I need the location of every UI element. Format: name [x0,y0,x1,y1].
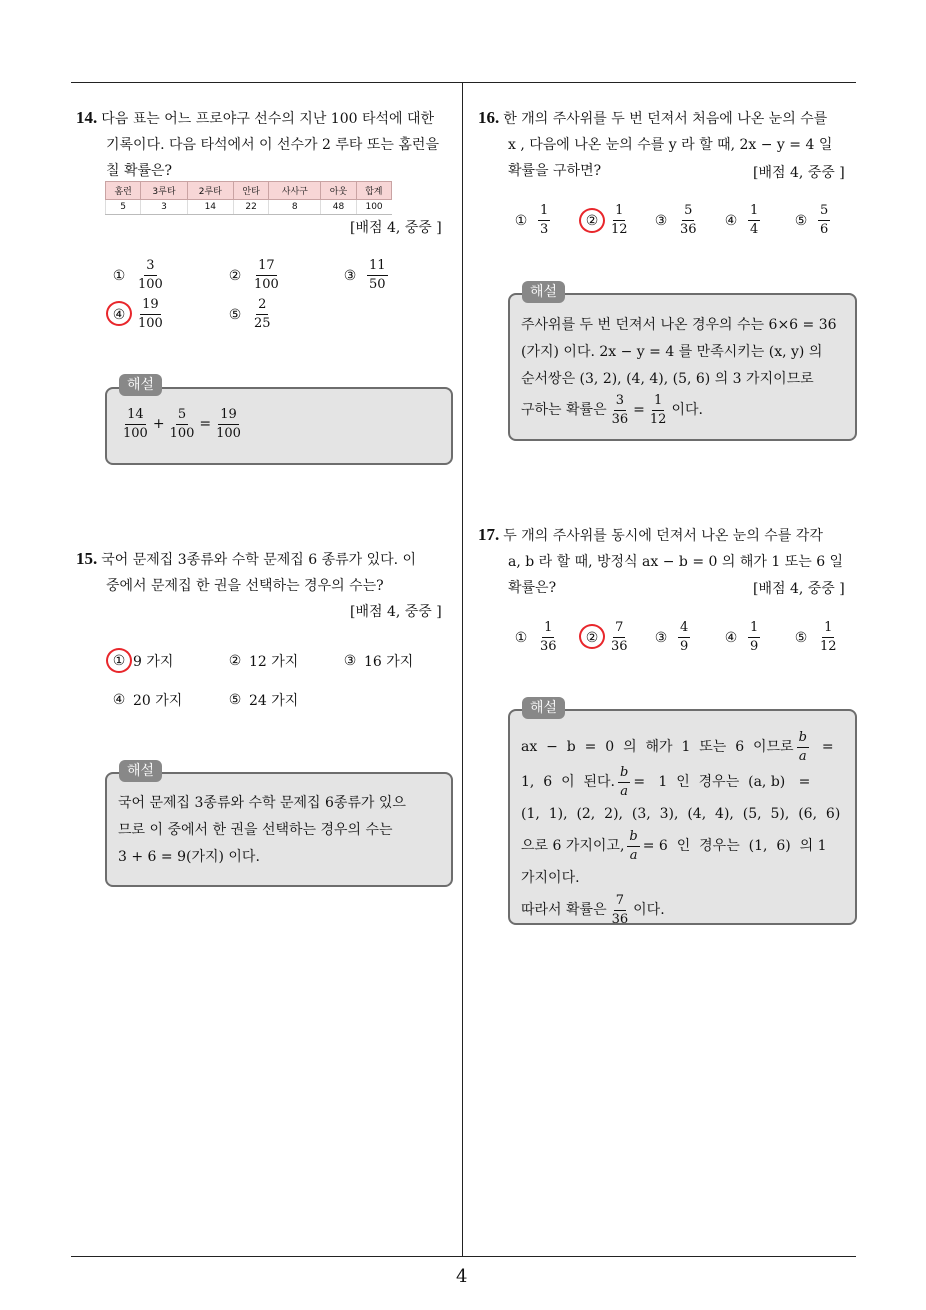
question-text: 다음 표는 어느 프로야구 선수의 지난 100 타석에 대한 [101,111,435,127]
fraction [797,730,809,765]
denominator: 12 [820,639,837,654]
denominator: a [629,848,638,863]
numerator: 14 [125,407,146,425]
explanation-line [521,730,846,765]
question-14 [76,105,456,184]
denominator: 100 [138,316,163,331]
numerator: 7 [613,620,625,638]
answer-mark-circle [106,301,132,326]
question-17-line1 [478,522,858,549]
explanation-line [521,765,846,800]
numerator: 17 [256,258,277,276]
explanation-tag: 해설 [119,374,162,396]
explanation-tag: 해설 [119,760,162,782]
denominator: a [620,784,629,799]
choice-label: 20 가지 [133,693,183,709]
numerator: 1 [748,620,760,638]
explanation-line: 므로 이 중에서 한 권을 선택하는 경우의 수는 [118,822,393,838]
question-15 [76,546,456,599]
table-header: 2루타 [187,182,233,200]
choice-mark: ③ [343,267,357,284]
choice-label: 24 가지 [249,693,299,709]
explanation-text-part: 이다. [671,402,703,418]
fraction [121,407,150,442]
fraction [678,203,699,238]
choice-mark: ① [514,629,528,646]
choice-mark: ① [514,212,528,229]
choice-5[interactable] [792,620,842,655]
choice-4[interactable] [722,203,763,238]
fraction [748,203,760,238]
denominator: 6 [820,222,829,237]
choice-mark: ④ [724,629,738,646]
numerator: 1 [822,620,834,638]
denominator: 36 [611,412,629,427]
explanation-text [118,790,443,871]
numerator: 11 [367,258,388,276]
choice-mark: ③ [654,212,668,229]
numerator: 1 [748,203,760,221]
choice-mark: ⑤ [228,306,242,323]
question-16-line3: 확률을 구하면? [508,163,602,179]
choice-3[interactable] [652,203,702,238]
question-17-line2: a, b 라 할 때, 방정식 ax − b = 0 의 해가 1 또는 6 일 [508,554,844,570]
numerator: 5 [818,203,830,221]
denominator: 36 [680,222,697,237]
numerator: 2 [256,297,268,315]
question-number: 17. [478,525,500,544]
explanation-text-part: 이다. [633,902,665,918]
choice-label: 12 가지 [249,654,299,670]
denominator: 9 [680,639,689,654]
record-table [105,181,392,215]
explanation-text-part: = 1 인 경우는 (a, b) = [633,774,811,790]
fraction [748,620,760,655]
denominator: 4 [750,222,759,237]
question-number: 14. [76,108,98,127]
choice-mark: ① [112,267,126,284]
explanation-line: (가지) 이다. 2x − y = 4 를 만족시키는 (x, y) 의 [521,344,823,360]
choice-4[interactable] [110,690,182,710]
fraction [678,620,690,655]
question-16-line2: x , 다음에 나온 눈의 수를 y 라 할 때, 2x − y = 4 일 [508,137,833,153]
question-number: 15. [76,549,98,568]
question-15-line1 [76,546,456,573]
numerator: b [618,765,630,783]
question-text: 국어 문제집 3종류와 수학 문제집 6 종류가 있다. 이 [101,552,417,568]
score-info: [배점 4, 중중 ] [753,581,845,597]
explanation-line: 순서쌍은 (3, 2), (4, 4), (5, 6) 의 3 가지이므로 [521,371,814,387]
plus-sign: + [152,416,165,432]
table-cell: 48 [321,200,356,215]
choice-2[interactable] [226,651,298,671]
bottom-rule [71,1256,856,1257]
choice-1[interactable] [512,203,553,238]
question-15-line2: 중에서 문제집 한 권을 선택하는 경우의 수는? [106,578,384,594]
top-rule [71,82,856,83]
denominator: 100 [138,277,163,292]
choice-4[interactable] [722,620,763,655]
numerator: 5 [176,407,188,425]
choice-1[interactable] [512,620,562,655]
table-cell: 14 [187,200,233,215]
score-info: [배점 4, 중중 ] [350,220,442,236]
explanation-text-part: = 6 인 경우는 (1, 6) 의 1 [642,838,827,854]
score-info: [배점 4, 중중 ] [753,165,845,181]
table-cell: 100 [356,200,391,215]
explanation-text-part: 따라서 확률은 [521,902,607,918]
choice-5[interactable] [792,203,833,238]
choice-mark: ⑤ [794,212,808,229]
numerator: 19 [218,407,239,425]
choice-mark: ② [585,212,599,229]
denominator: 9 [750,639,759,654]
choice-mark: ② [228,267,242,284]
table-cell: 3 [141,200,187,215]
fraction [818,203,830,238]
explanation-tag: 해설 [522,697,565,719]
choice-mark: ⑤ [794,629,808,646]
explanation-text [521,312,846,428]
choice-5[interactable] [226,297,276,332]
fraction [214,407,243,442]
table-header: 사사구 [269,182,321,200]
denominator: 36 [611,639,628,654]
denominator: 25 [254,316,271,331]
choice-3[interactable] [652,620,693,655]
fraction [609,620,630,655]
table-header: 아웃 [321,182,356,200]
explanation-line: 3 + 6 = 9(가지) 이다. [118,849,260,865]
numerator: b [627,829,639,847]
question-14-line2: 기록이다. 다음 타석에서 이 선수가 2 루타 또는 홈런을 [106,137,439,153]
question-14-line3: 칠 확률은? [106,163,173,179]
answer-mark-circle [579,624,605,649]
choice-1[interactable] [110,258,168,293]
denominator: 100 [216,426,241,441]
denominator: 100 [254,277,279,292]
explanation-text-part: 1, 6 이 된다. [521,774,615,790]
table-header: 합계 [356,182,391,200]
equals-sign: = [633,402,645,418]
fraction [818,620,839,655]
column-divider [462,82,463,1257]
denominator: 36 [540,639,557,654]
table-header: 3루타 [141,182,187,200]
fraction [136,297,165,332]
choice-mark: ② [228,653,242,669]
numerator: 1 [613,203,625,221]
question-number: 16. [478,108,500,127]
explanation-line: 가지이다. [521,870,580,886]
denominator: 100 [169,426,195,441]
explanation-line [521,893,846,928]
question-14-line1 [76,105,456,132]
fraction [648,393,669,428]
explanation-text-part: 구하는 확률은 [521,402,607,418]
denominator: 3 [540,222,549,237]
page-number: 4 [456,1266,468,1287]
numerator: 1 [652,393,664,411]
choice-mark: ③ [654,629,668,646]
choice-mark: ⑤ [228,692,242,708]
question-text: 한 개의 주사위를 두 번 던져서 처음에 나온 눈의 수를 [503,111,828,127]
question-17-line3: 확률은? [508,580,557,596]
numerator: 7 [614,893,626,911]
explanation-line [521,393,846,428]
fraction [610,393,631,428]
explanation-line: (1, 1), (2, 2), (3, 3), (4, 4), (5, 5), (6, 6) [521,806,841,822]
equals-sign: = [199,416,212,432]
choice-mark: ② [585,629,599,646]
table-cell: 5 [106,200,141,215]
table-row [106,200,392,215]
fraction [252,258,281,293]
choice-mark: ④ [112,692,126,708]
numerator: b [797,730,809,748]
question-16-line1 [478,105,858,132]
numerator: 5 [682,203,694,221]
choice-mark: ① [112,653,126,669]
numerator: 4 [678,620,690,638]
fraction [538,203,550,238]
numerator: 1 [538,203,550,221]
table-header-row [106,182,392,200]
explanation-line: 주사위를 두 번 던져서 나온 경우의 수는 6×6 = 36 [521,317,837,333]
table-cell: 22 [233,200,268,215]
denominator: 36 [611,912,629,927]
table-header: 홈런 [106,182,141,200]
table-cell: 8 [269,200,321,215]
explanation-text-part: 으로 6 가지이고, [521,838,625,854]
fraction [610,893,631,928]
numerator: 3 [614,393,626,411]
denominator: 12 [611,222,628,237]
choice-label: 16 가지 [364,654,414,670]
choice-label: 9 가지 [133,654,174,670]
answer-mark-circle [579,208,605,233]
explanation-line [521,829,846,864]
fraction [367,258,388,293]
question-text: 두 개의 주사위를 동시에 던져서 나온 눈의 수를 각각 [503,528,823,544]
score-info: [배점 4, 중중 ] [350,604,442,620]
denominator: 50 [369,277,386,292]
table-header: 안타 [233,182,268,200]
explanation-formula [118,407,246,442]
fraction [627,829,639,864]
fraction [538,620,559,655]
fraction [136,258,165,293]
numerator: 19 [140,297,161,315]
fraction [618,765,630,800]
denominator: a [798,749,807,764]
choice-5[interactable] [226,690,298,710]
choice-3[interactable] [341,258,391,293]
equals-sign: = [821,739,834,755]
fraction [252,297,273,332]
answer-mark-circle [106,648,132,673]
denominator: 12 [649,412,667,427]
explanation-tag: 해설 [522,281,565,303]
denominator: 100 [123,426,148,441]
choice-2[interactable] [226,258,284,293]
explanation-text [521,730,846,928]
choice-3[interactable] [341,651,413,671]
numerator: 1 [542,620,554,638]
fraction [609,203,630,238]
explanation-text-part: ax − b = 0 의 해가 1 또는 6 이므로 [521,739,794,755]
choice-mark: ④ [724,212,738,229]
choice-mark: ④ [112,306,126,323]
numerator: 3 [144,258,156,276]
explanation-line: 국어 문제집 3종류와 수학 문제집 6종류가 있으 [118,795,406,811]
choice-mark: ③ [343,653,357,669]
fraction [168,407,197,442]
